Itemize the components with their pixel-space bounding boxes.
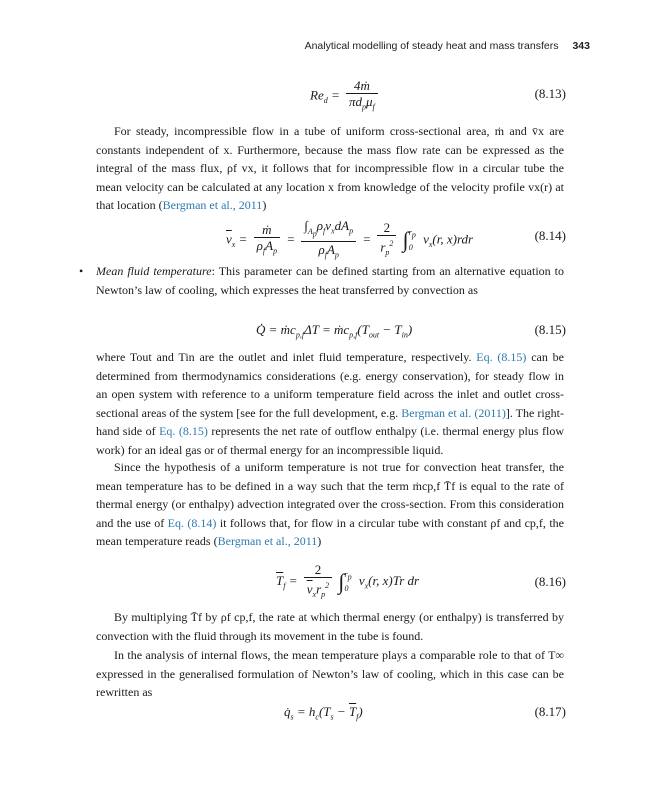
paragraph-where: where Tout and Tin are the outlet and inlet fluid temperature, respectively. Eq. (8.15) can be determined from thermodynamics considerations (e.g. energy conservation), for steady flow in an open system with reference to a uniform temperature field across the inlet and outlet cross-sectional areas of the system [see for the full development, e.g. Bergman et al. (2011)]. The right-hand side of Eq. (8.15) represents the net rate of outflow enthalpy (i.e. thermal energy plus flow work) for an ideal gas or of thermal energy for an incompressible liquid.: [96, 350, 564, 457]
paragraph-multiplying: By multiplying T̄f by ρf cp,f, the rate at which thermal energy (or enthalpy) is transferred by convection with the fluid through its movement in the tube is found.: [96, 610, 564, 643]
bullet-mean-fluid-temperature: Mean fluid temperature: This parameter can be defined starting from an alternative equation to Newton’s law of cooling, which expresses the heat transferred by convection as: [96, 264, 564, 297]
citation-link[interactable]: Bergman et al. (2011): [401, 405, 506, 420]
equation-number: (8.17): [534, 704, 566, 719]
paragraph-analysis: In the analysis of internal flows, the mean temperature plays a comparable role to that of T∞ expressed in the generalised formulation of Newton’s law of cooling, which in this case can be rewritten as: [96, 648, 564, 699]
equation-8-15: Q̇ = ṁc$_{p,f}$ΔT = $ṁc_{p,f}(T_{out} - T_{in})$ (8.15): [256, 322, 566, 340]
paragraph-mean-velocity: For steady, incompressible flow in a tube of uniform cross-sectional area, ṁ and v̄x are constants independent of x. Furthermore, because the mass flow rate can be expressed as the integral of the mass flux, ρf vx, it follows that for incompressible flow in a circular tube the mean velocity can be calculated at any location x from knowledge of the velocity profile vx(r) at that location (Bergman et al., 2011): [96, 124, 564, 212]
equation-number: (8.14): [534, 228, 566, 243]
page-number: 343: [572, 40, 590, 52]
equation-number: (8.16): [534, 574, 566, 589]
equation-8-14: $\overline{v}_x$ = $\frac{\text{ṁ}}{\rho_fA_p}$ = $\frac{\int_{A_p}\rho_fv_xdA_p}{\rho_fA_p}$ = $\frac{2}{r_p^2}$ $\int r_p$ 0 $v_x(r$, x)rdr (8.14): [226, 218, 566, 260]
running-title: Analytical modelling of steady heat and mass transfers: [304, 40, 559, 52]
equation-8-13: $Re_d$ = $\frac{\text{4ṁ}}{\pi d_p\mu_f}$ (8.13): [96, 78, 566, 114]
equation-link[interactable]: Eq. (8.14): [167, 515, 217, 530]
equation-number: (8.13): [534, 86, 566, 101]
equation-link[interactable]: Eq. (8.15): [159, 424, 208, 438]
equation-8-17: $q̇_s = h_c(T_s - \overline{T}_f)$ (8.17): [284, 704, 566, 722]
fraction: $\frac{\text{4ṁ}}{\pi d_p\mu_f}$: [346, 78, 378, 115]
equation-8-16: $\overline{T}_f$ = $\frac{2}{\overline{v}_xr_p^2}$ $\int r_p$ 0 $v_x(r$, x)Tr dr (8.16): [276, 562, 566, 599]
citation-link[interactable]: Bergman et al., 2011: [217, 534, 318, 548]
paragraph-hypothesis: Since the hypothesis of a uniform temperature is not true for convection heat transfer, the mean temperature has to be defined in a way such that the term ṁcp,f T̄f is equal to the rate of thermal energy (or enthalpy) advection integrated over the cross-section. From this consideration and the use of Eq. (8.14) it follows that, for flow in a circular tube with constant ρf and cp,f, the mean temperature reads (Bergman et al., 2011): [96, 460, 564, 548]
equation-number: (8.15): [534, 322, 566, 337]
bullet-marker: •: [79, 264, 84, 278]
citation-link[interactable]: Bergman et al., 2011: [162, 198, 263, 212]
running-header: [305, 40, 590, 52]
equation-link[interactable]: Eq. (8.15): [476, 350, 527, 364]
